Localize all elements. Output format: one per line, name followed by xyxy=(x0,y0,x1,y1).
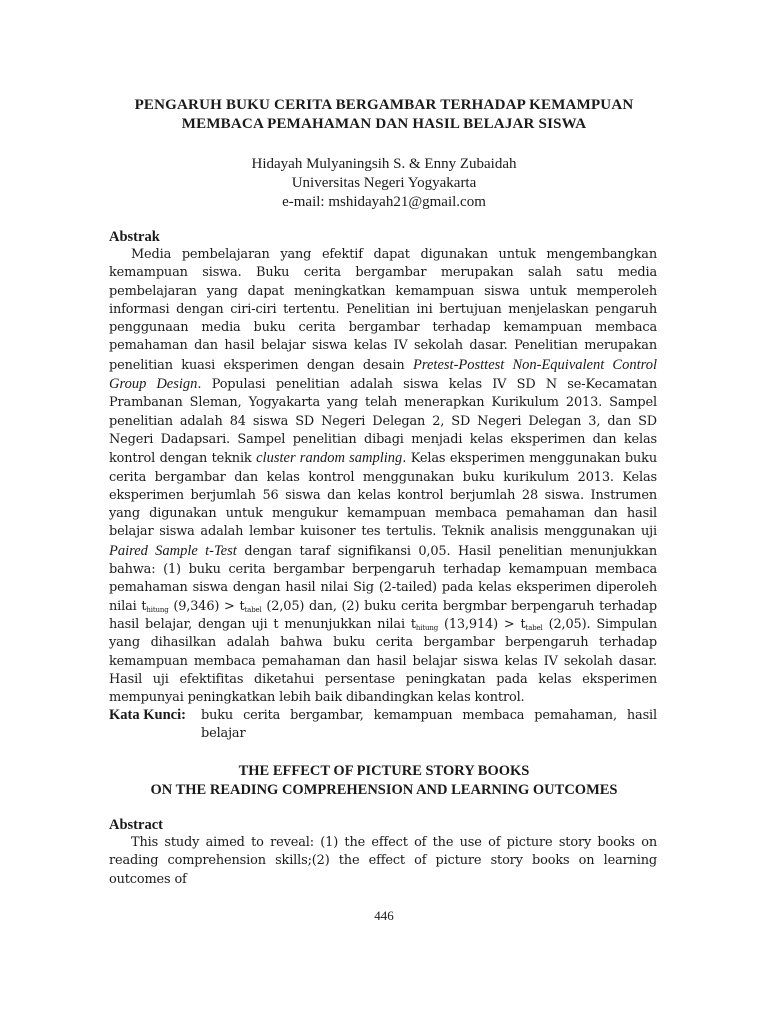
abstract-text: Media pembelajaran yang efektif dapat digunakan untuk mengembangkan kemampuan siswa. Buku cerita bergambar merupakan salah satu media pembelajaran yang dapat meningkatkan kemampuan siswa untuk memperoleh informasi dengan ciri-ciri tertentu. Penelitian ini bertujuan menjelaskan pengaruh penggunaan media buku cerita bergambar terhadap kemampuan membaca pemahaman dan hasil belajar siswa kelas IV sekolah dasar. Penelitian merupakan penelitian kuasi eksperimen dengan desain xyxy=(109,247,657,373)
abstract-text: (2,05) dan, (2) buku cerita bergmbar berpengaruh terhadap hasil belajar, dengan uji t menunjukkan nilai t xyxy=(109,598,658,632)
subscript-tabel: tabel xyxy=(525,623,543,632)
keywords-text: buku cerita bergambar, kemampuan membaca pemahaman, hasil belajar xyxy=(201,708,657,742)
abstract-body-id xyxy=(109,246,657,707)
page-number: 446 xyxy=(374,908,394,923)
abstract-text: dengan taraf signifikansi 0,05. Hasil penelitian menunjukkan bahwa: (1) buku cerita bergambar berpengaruh terhadap kemampuan membaca pemahaman siswa dengan hasil nilai Sig (2-tailed) pada kelas eksperimen diperoleh nilai t xyxy=(109,543,657,614)
author-email: e-mail: mshidayah21@gmail.com xyxy=(282,194,486,210)
paper-title-indonesian xyxy=(0,96,768,134)
author-block xyxy=(0,155,768,212)
abstract-text: (2,05). Simpulan yang dihasilkan adalah bahwa buku cerita bergambar berpengaruh terhadap kemampuan membaca pemahaman dan hasil belajar siswa kelas IV sekolah dasar. Hasil uji efektifitas diketahui persentase peningkatan pada kelas eksperimen mempunyai peningkatkan lebih baik dibandingkan kelas kontrol. xyxy=(109,616,657,706)
abstract-text: (9,346) > t xyxy=(168,598,245,614)
abstract-text: (13,914) > t xyxy=(438,616,526,632)
author-names: Hidayah Mulyaningsih S. & Enny Zubaidah xyxy=(251,156,517,172)
keywords-label: Kata Kunci: xyxy=(109,707,186,723)
author-affiliation: Universitas Negeri Yogyakarta xyxy=(291,175,477,191)
title-line-1: PENGARUH BUKU CERITA BERGAMBAR TERHADAP KEMAMPUAN xyxy=(134,97,634,113)
sampling-term: cluster random sampling xyxy=(256,450,403,467)
abstract-heading-en: Abstract xyxy=(109,817,163,833)
paper-title-english xyxy=(0,762,768,800)
title-en-line-1: THE EFFECT OF PICTURE STORY BOOKS xyxy=(238,763,530,779)
design-term: Pretest-Posttest Non-Equivalent Control Group Design xyxy=(109,356,657,393)
subscript-hitung: hitung xyxy=(146,605,169,614)
subscript-tabel: tabel xyxy=(244,605,262,614)
abstract-text: . Populasi penelitian adalah siswa kelas IV SD N se-Kecamatan Prambanan Sleman, Yogyakarta yang telah menerapkan Kurikulum 2013. Sampel penelitian adalah 84 siswa SD Negeri Delegan 2, SD Negeri Delegan 3, dan SD Negeri Dadapsari. Sampel penelitian dibagi menjadi kelas eksperimen dan kelas kontrol dengan teknik xyxy=(109,377,658,467)
abstract-body-en: This study aimed to reveal: (1) the effect of the use of picture story books on reading comprehension skills;(2) the effect of picture story books on learning outcomes of xyxy=(109,835,657,887)
subscript-hitung: hitung xyxy=(415,623,439,632)
abstract-text: . Kelas eksperimen menggunakan buku cerita bergambar dan kelas kontrol menggunakan buku kurikulum 2013. Kelas eksperimen berjumlah 56 siswa dan kelas kontrol berjumlah 28 siswa. Instrumen yang digunakan untuk mengukur kemampuan membaca pemahaman dan hasil belajar siswa adalah lembar kuisoner tes tertulis. Teknik analisis menggunakan uji xyxy=(109,451,657,540)
test-term: Paired Sample t-Test xyxy=(109,542,237,559)
abstract-heading-id: Abstrak xyxy=(109,229,160,245)
title-line-2: MEMBACA PEMAHAMAN DAN HASIL BELAJAR SISWA xyxy=(181,116,587,132)
title-en-line-2: ON THE READING COMPREHENSION AND LEARNING OUTCOMES xyxy=(150,782,618,798)
